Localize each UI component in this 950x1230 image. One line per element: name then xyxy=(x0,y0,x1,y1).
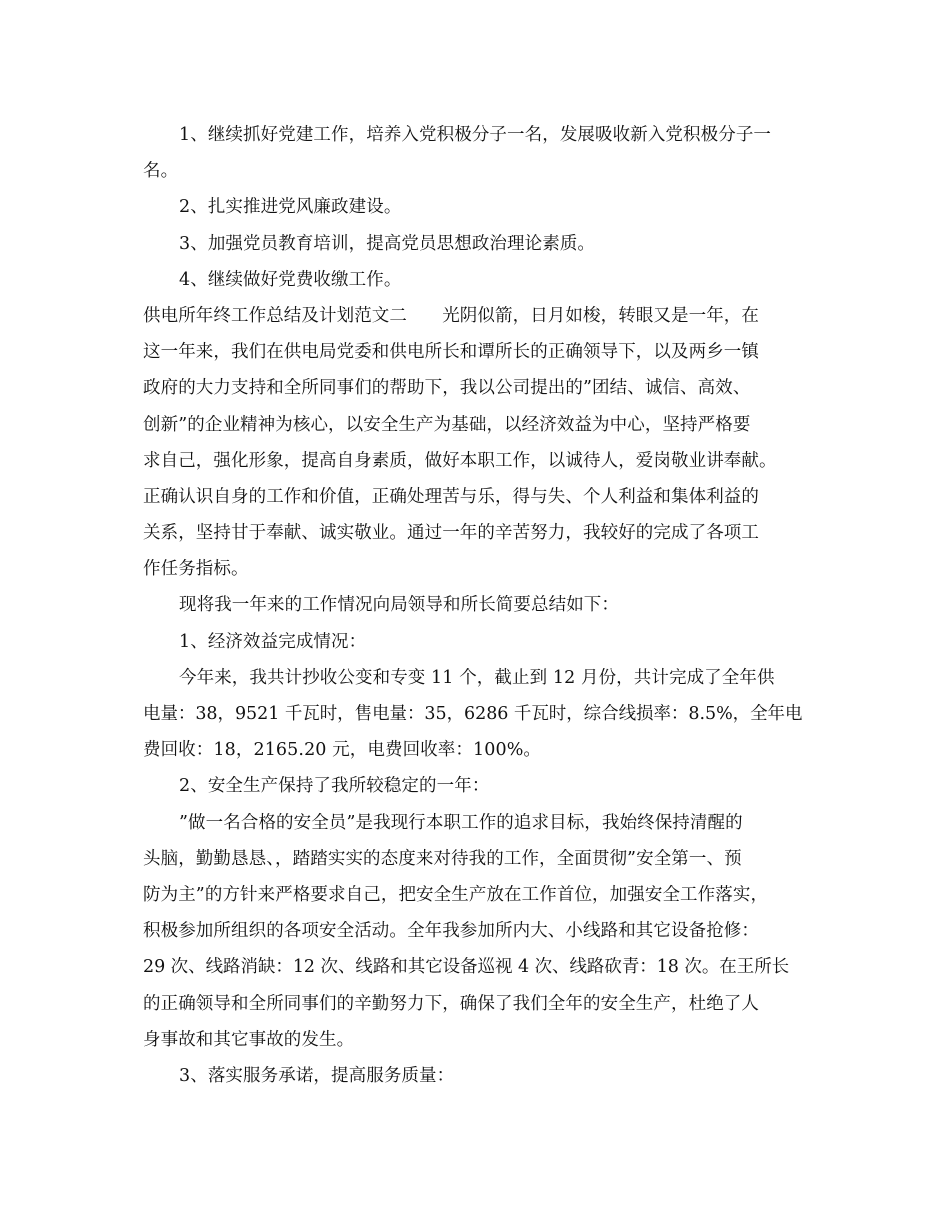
text-line: 1、继续抓好党建工作，培养入党积极分子一名，发展吸收新入党积极分子一 xyxy=(179,125,772,145)
text-line: 头脑，勤勤恳恳、，踏踏实实的态度来对待我的工作，全面贯彻”安全第一、预 xyxy=(143,848,742,869)
text-line: 2、安全生产保持了我所较稳定的一年： xyxy=(179,776,490,797)
text-line: 身事故和其它事故的发生。 xyxy=(143,1029,355,1050)
text-line: 积极参加所组织的各项安全活动。全年我参加所内大、小线路和其它设备抢修： xyxy=(143,921,759,942)
text-line: 29 次、线路消缺：12 次、线路和其它设备巡视 4 次、线路砍青：18 次。在王所长 xyxy=(143,957,790,978)
text-line: 4、继续做好党费收缴工作。 xyxy=(179,269,402,290)
text-line: 名。 xyxy=(143,161,179,182)
text-line: 3、落实服务承诺，提高服务质量： xyxy=(179,1065,455,1086)
text-line: 现将我一年来的工作情况向局领导和所长简要总结如下： xyxy=(179,595,619,616)
text-line: 电量：38，9521 千瓦时，售电量：35，6286 千瓦时，综合线损率：8.5%，全年电 xyxy=(143,704,803,724)
text-line: 2、扎实推进党风廉政建设。 xyxy=(179,197,402,218)
text-line: 供电所年终工作总结及计划范文二 光阴似箭，日月如梭，转眼又是一年，在 xyxy=(143,305,759,326)
text-line: 1、经济效益完成情况： xyxy=(179,631,367,652)
text-line: 这一年来，我们在供电局党委和供电所长和谭所长的正确领导下，以及两乡一镇 xyxy=(143,342,759,363)
text-line: 政府的大力支持和全所同事们的帮助下，我以公司提出的”团结、诚信、高效、 xyxy=(143,378,751,399)
text-line: 3、加强党员教育培训，提高党员思想政治理论素质。 xyxy=(179,233,596,254)
text-line: 关系，坚持甘于奉献、诚实敬业。通过一年的辛苦努力，我较好的完成了各项工 xyxy=(143,523,759,544)
text-line: 今年来，我共计抄收公变和专变 11 个，截止到 12 月份，共计完成了全年供 xyxy=(179,667,775,688)
document-body xyxy=(143,117,808,1094)
text-line: 创新”的企业精神为核心，以安全生产为基础，以经济效益为中心，坚持严格要 xyxy=(143,414,751,435)
text-line: 作任务指标。 xyxy=(143,559,249,580)
text-line: ”做一名合格的安全员”是我现行本职工作的追求目标，我始终保持清醒的 xyxy=(179,812,743,833)
text-line: 费回收：18，2165.20 元，电费回收率：100%。 xyxy=(143,740,542,761)
text-line: 的正确领导和全所同事们的辛勤努力下，确保了我们全年的安全生产，杜绝了人 xyxy=(143,993,759,1014)
text-line: 防为主”的方针来严格要求自己，把安全生产放在工作首位，加强安全工作落实， xyxy=(143,884,769,905)
text-line: 正确认识自身的工作和价值，正确处理苦与乐，得与失、个人利益和集体利益的 xyxy=(143,486,759,507)
text-line: 求自己，强化形象，提高自身素质，做好本职工作，以诚待人，爱岗敬业讲奉献。 xyxy=(143,450,777,471)
